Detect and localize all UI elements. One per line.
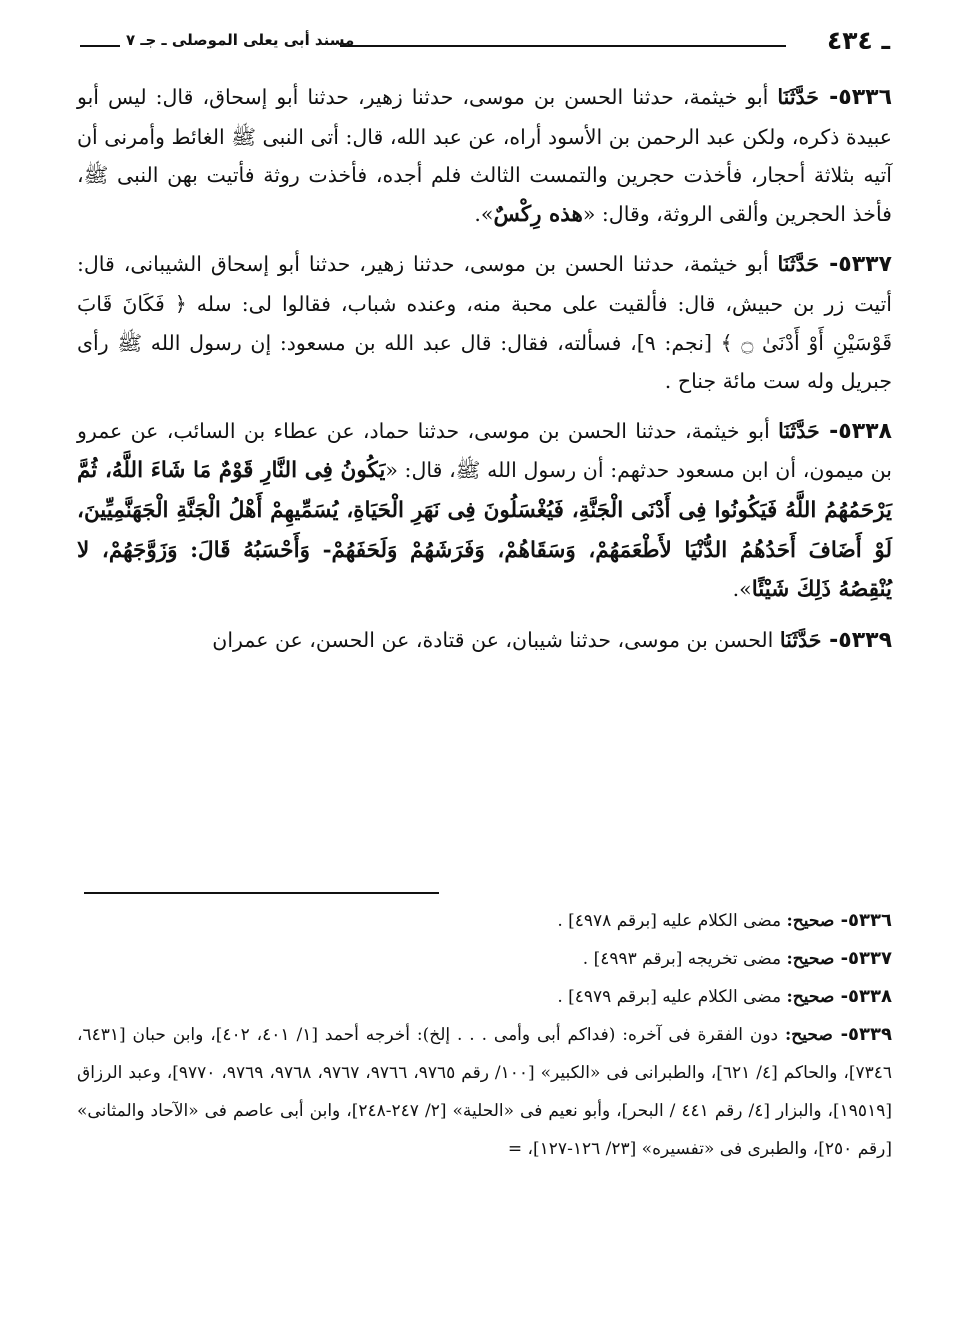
footnote: ٥٣٣٨- صحيح: مضى الكلام عليه [برقم ٤٩٧٩] . [557,986,892,1007]
footnote: ٥٣٣٦- صحيح: مضى الكلام عليه [برقم ٤٩٧٨] . [557,910,892,931]
hadith-lead: حَدَّثَنَا [778,418,820,443]
footnote-text: دون الفقرة فى آخره: (فداكم أبى وأمى . . . إلخ): أخرجه أحمد [١/ ٤٠١، ٤٠٢]، وابن حبان [٦٤٣١، ٧٣٤٦]، والحاكم [٤/ ٦٢١]، والطبرانى فى «الكبير» [١٠٠/ رقم ٩٧٦٥، ٩٧٦٦، ٩٧٦٧، ٩٧٦٨، ٩٧٦٩، ٩٧٧٠]، وعبد الرزاق [١٩٥١٩]، والبزار [٤/ رقم ٤٤١ / البحر]، وأبو نعيم فى «الحلية» [٢/ ٢٤٧-٢٤٨]، وابن أبى عاصم فى «الآحاد والمثانى» [رقم ٢٥٠]، والطبرى فى «تفسيره» [٢٣/ ١٢٦-١٢٧]، = [77,1025,893,1159]
page-number: ـ ٤٣٤ [826,26,890,55]
hadith-text: أبو خيثمة، حدثنا الحسن بن موسى، حدثنا حماد، عن عطاء بن السائب، عن عمرو بن ميمون، أن ابن مسعود حدثهم: أن رسول الله ﷺ، قال: « [77,418,892,483]
footnote-grade: صحيح: [785,1025,833,1045]
footnote-text: مضى تخريجه [برقم ٤٩٩٣] . [582,949,782,969]
hadith-text: الحسن بن موسى، حدثنا شيبان، عن قتادة، عن الحسن، عن عمران [212,627,774,652]
footnote-number: ٥٣٣٧ [848,948,892,969]
hadith-paragraph: ٥٣٣٦- حَدَّثَنَا أبو خيثمة، حدثنا الحسن بن موسى، حدثنا زهير، حدثنا أبو إسحاق، قال: ليس أبو عبيدة ذكره، ولكن عبد الرحمن بن الأسود أراه، عن عبد الله، قال: أتى النبى ﷺ الغائط وأمرنى أن آتيه بثلاثة أحجار، فأخذت حجرين والتمست الثالث فلم أجده، فأخذت روثة فأتيت بهن النبى ﷺ، فأخذ الحجرين وألقى الروثة، وقال: «هذه رِكْسٌ». [77,85,892,227]
footnote-text: مضى الكلام عليه [برقم ٤٩٧٩] . [557,987,782,1007]
footnote-number: ٥٣٣٦ [848,910,892,931]
footnote-grade: صحيح: [786,987,835,1007]
hadith-lead: حَدَّثَنَا [777,252,820,277]
hadith-number: ٥٣٣٩ [838,627,892,653]
hadith-number: ٥٣٣٧ [838,252,892,278]
footnotes [77,902,892,1168]
hadith-text: أبو خيثمة، حدثنا الحسن بن موسى، حدثنا زهير، حدثنا أبو إسحاق، قال: ليس أبو عبيدة ذكره، ولكن عبد الرحمن بن الأسود أراه، عن عبد الله، قال: أتى النبى ﷺ الغائط وأمرنى أن آتيه بثلاثة أحجار، فأخذت حجرين والتمست الثالث فلم أجده، فأخذت روثة فأتيت بهن النبى ﷺ، فأخذ الحجرين وألقى الروثة، وقال: « [77,85,892,226]
footnote-number: ٥٣٣٩ [848,1024,892,1045]
hadith-text-end: ». [732,577,752,602]
footnote-grade: صحيح: [786,911,835,931]
hadith-matn: هذه رِكْسٌ [493,201,583,227]
page-header [80,26,890,62]
hadith-text-end: ». [474,201,494,226]
header-rule [340,45,786,47]
hadith-lead: حَدَّثَنَا [779,627,822,652]
header-rule-end [80,45,120,47]
hadith-paragraph: ٥٣٣٨- حَدَّثَنَا أبو خيثمة، حدثنا الحسن بن موسى، حدثنا حماد، عن عطاء بن السائب، عن عمرو بن ميمون، أن ابن مسعود حدثهم: أن رسول الله ﷺ، قال: «يَكُونُ فِى النَّارِ قَوْمٌ مَا شَاءَ اللَّهُ، ثُمَّ يَرْحَمُهُمُ اللَّهُ فَيَكُونُوا فِى أَدْنَى الْجَنَّةِ، فَيُغْسَلُونَ فِى نَهَرِ الْحَيَاةِ، يُسَمِّيهِمْ أَهْلُ الْجَنَّةِ الْجَهَنَّمِيِّينَ، لَوْ أَضَافَ أَحَدُهُمُ الدُّنْيَا لأَطْعَمَهُمْ، وَسَقَاهُمْ، وَفَرَشَهُمْ وَلَحَفَهُمْ- وَأَحْسَبُهُ قَالَ: وَزَوَّجَهُمْ، لا يُنْقِصُهُ ذَلِكَ شَيْئًا». [77,418,892,603]
footnote-grade: صحيح: [786,949,835,969]
hadith-number: ٥٣٣٦ [838,85,892,110]
hadith-text: أبو خيثمة، حدثنا الحسن بن موسى، حدثنا زهير، حدثنا أبو إسحاق الشيبانى، قال: أتيت زر بن حبيش، قال: فألقيت على محبة منه، وعنده شباب، فقالوا لى: سله ﴿ فَكَانَ قَابَ قَوْسَيْنِ أَوْ أَدْنَىٰ ۝ ﴾ [نجم: ٩]، فسألته، فقال: قال عبد الله بن مسعود: إن رسول الله ﷺ رأى جبريل وله ست مائة جناح . [77,252,892,394]
footnote: ٥٣٣٧- صحيح: مضى تخريجه [برقم ٤٩٩٣] . [582,948,892,969]
hadith-matn: يَكُونُ فِى النَّارِ قَوْمٌ مَا شَاءَ اللَّهُ، ثُمَّ يَرْحَمُهُمُ اللَّهُ فَيَكُونُوا فِى أَدْنَى الْجَنَّةِ، فَيُغْسَلُونَ فِى نَهَرِ الْحَيَاةِ، يُسَمِّيهِمْ أَهْلُ الْجَنَّةِ الْجَهَنَّمِيِّينَ، لَوْ أَضَافَ أَحَدُهُمُ الدُّنْيَا لأَطْعَمَهُمْ، وَسَقَاهُمْ، وَفَرَشَهُمْ وَلَحَفَهُمْ- وَأَحْسَبُهُ قَالَ: وَزَوَّجَهُمْ، لا يُنْقِصُهُ ذَلِكَ شَيْئًا [77,458,892,603]
footnote-text: مضى الكلام عليه [برقم ٤٩٧٨] . [557,911,782,931]
hadith-number: ٥٣٣٨ [838,418,892,444]
main-text [77,78,892,671]
hadith-paragraph: ٥٣٣٧- حَدَّثَنَا أبو خيثمة، حدثنا الحسن بن موسى، حدثنا زهير، حدثنا أبو إسحاق الشيبانى، قال: أتيت زر بن حبيش، قال: فألقيت على محبة منه، وعنده شباب، فقالوا لى: سله ﴿ فَكَانَ قَابَ قَوْسَيْنِ أَوْ أَدْنَىٰ ۝ ﴾ [نجم: ٩]، فسألته، فقال: قال عبد الله بن مسعود: إن رسول الله ﷺ رأى جبريل وله ست مائة جناح . [77,252,892,394]
footnote: ٥٣٣٩- صحيح: دون الفقرة فى آخره: (فداكم أبى وأمى . . . إلخ): أخرجه أحمد [١/ ٤٠١، ٤٠٢]، وابن حبان [٦٤٣١، ٧٣٤٦]، والحاكم [٤/ ٦٢١]، والطبرانى فى «الكبير» [١٠٠/ رقم ٩٧٦٥، ٩٧٦٦، ٩٧٦٧، ٩٧٦٨، ٩٧٦٩، ٩٧٧٠]، وعبد الرزاق [١٩٥١٩]، والبزار [٤/ رقم ٤٤١ / البحر]، وأبو نعيم فى «الحلية» [٢/ ٢٤٧-٢٤٨]، وابن أبى عاصم فى «الآحاد والمثانى» [رقم ٢٥٠]، والطبرى فى «تفسيره» [٢٣/ ١٢٦-١٢٧]، = [77,1024,893,1159]
hadith-paragraph: ٥٣٣٩- حَدَّثَنَا الحسن بن موسى، حدثنا شيبان، عن قتادة، عن الحسن، عن عمران [212,627,892,653]
book-title: مسند أبى يعلى الموصلى ـ جـ ٧ [126,31,355,49]
hadith-lead: حَدَّثَنَا [777,85,819,109]
footnote-separator [84,892,439,894]
footnote-number: ٥٣٣٨ [848,986,892,1007]
